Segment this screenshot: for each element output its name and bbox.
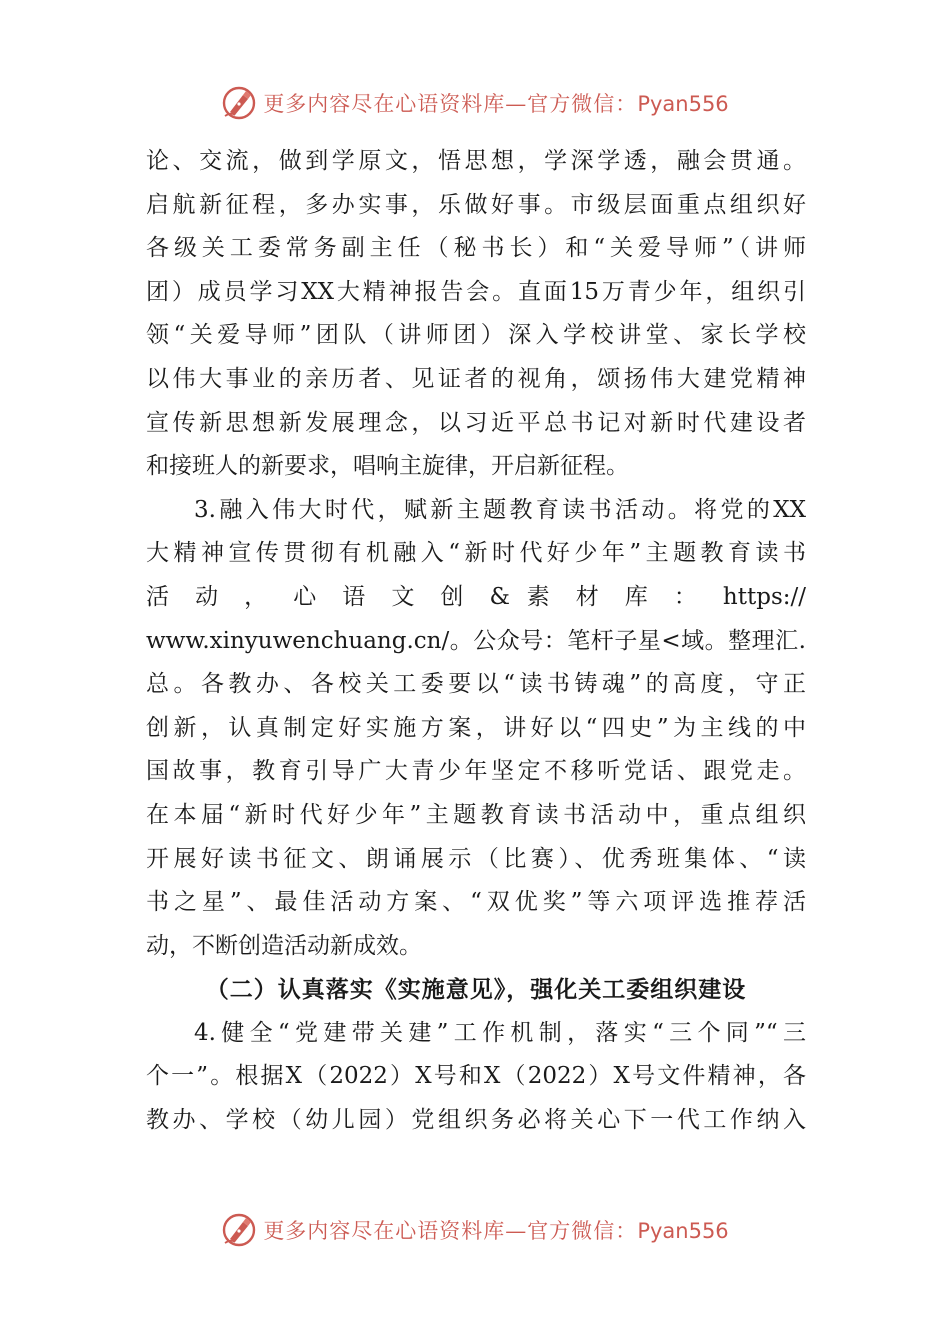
footer-banner-text: 更多内容尽在心语资料库—官方微信：Pyan556 (263, 1219, 729, 1243)
paragraph-start-line: 3.融入伟大时代，赋新主题教育读书活动。将党的XX (194, 496, 806, 523)
body-line: 领“关爱导师”团队（讲师团）深入学校讲堂、家长学校 (146, 322, 806, 349)
body-line: 教办、学校（幼儿园）党组织务必将关心下一代工作纳入 (146, 1107, 806, 1134)
body-line: 书之星”、最佳活动方案、“双优奖”等六项评选推荐活 (146, 889, 806, 916)
footer-banner (0, 1210, 950, 1250)
body-line: 宣传新思想新发展理念，以习近平总书记对新时代建设者 (146, 409, 806, 436)
body-line: 动，不断创造活动新成效。 (146, 932, 422, 959)
header-banner-text: 更多内容尽在心语资料库—官方微信：Pyan556 (263, 92, 729, 116)
section-heading: （二）认真落实《实施意见》，强化关工委组织建设 (205, 976, 747, 1004)
body-line: 以伟大事业的亲历者、见证者的视角，颂扬伟大建党精神 (146, 365, 806, 392)
header-banner (0, 83, 950, 123)
body-line: 活 动 ， 心 语 文 创 & 素 材 库 ： https:// (146, 583, 806, 610)
document-body (146, 140, 806, 1143)
body-line: 个一”。根据X（2022）X号和X（2022）X号文件精神，各 (146, 1063, 806, 1090)
footer-wechat-id: Pyan556 (637, 1219, 729, 1243)
pen-nib-logo-icon (221, 1212, 257, 1248)
body-line: 和接班人的新要求，唱响主旋律，开启新征程。 (146, 453, 629, 480)
body-line: 启航新征程，多办实事，乐做好事。市级层面重点组织好 (146, 191, 806, 218)
body-line: 论、交流，做到学原文，悟思想，学深学透，融会贯通。 (146, 148, 806, 174)
body-line: 总。各教办、各校关工委要以“读书铸魂”的高度，守正 (146, 671, 806, 698)
paragraph-start-line: 4.健全“党建带关建”工作机制，落实“三个同”“三 (194, 1019, 806, 1046)
body-line: www.xinyuwenchuang.cn/。公众号：笔杆子星<域。整理汇. (146, 627, 806, 654)
header-wechat-id: Pyan556 (637, 92, 729, 116)
body-line: 国故事，教育引导广大青少年坚定不移听党话、跟党走。 (146, 758, 806, 785)
body-line: 在本届“新时代好少年”主题教育读书活动中，重点组织 (146, 801, 806, 828)
pen-nib-logo-icon (221, 85, 257, 121)
body-line: 大精神宣传贯彻有机融入“新时代好少年”主题教育读书 (146, 540, 806, 567)
body-line: 团）成员学习XX大精神报告会。直面15万青少年，组织引 (146, 278, 806, 305)
body-line: 开展好读书征文、朗诵展示（比赛）、优秀班集体、“读 (146, 845, 806, 872)
body-line: 各级关工委常务副主任（秘书长）和“关爱导师”（讲师 (146, 235, 806, 262)
body-line: 创新，认真制定好实施方案，讲好以“四史”为主线的中 (146, 714, 806, 741)
